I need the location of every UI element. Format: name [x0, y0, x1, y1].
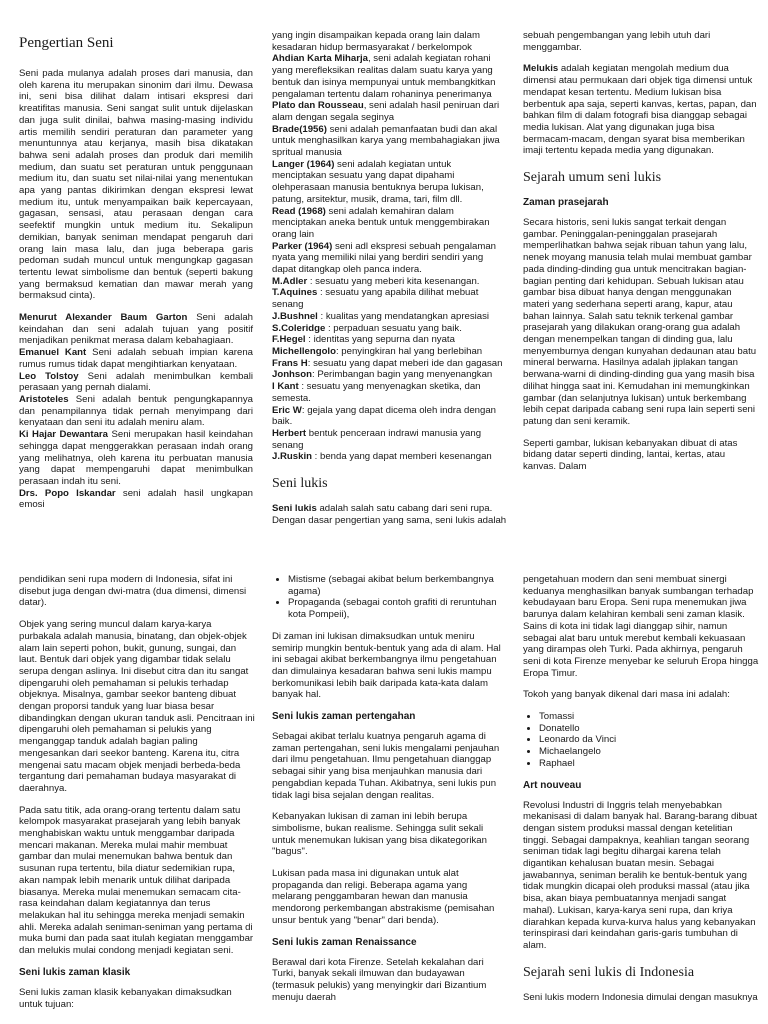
paragraph: Sebagai akibat terlalu kuatnya pengaruh agama di zaman pertengahan, seni lukis mengalami penjauhan dari ilmu pengetahuan. Ilmu pengetahuan dianggap sebagai sihir yang bisa menjauhkan manusia dari pengabdian kepada Tuhan. Akibatnya, seni lukis pun tidak lagi bisa sejalan dengan realitas.	[272, 731, 500, 801]
melukis-text: adalah kegiatan mengolah medium dua dimensi atau permukaan dari objek tiga dimensi untuk mendapat kesan tertentu. Medium lukisan bisa berbentuk apa saja, seperti kanvas, kertas, papan, dan bahkan film di dalam fotografi bisa dianggap sebagai media lukisan. Alat yang digunakan juga bisa bermacam-macam, dengan syarat bisa memberikan imaji tertentu kepada media yang digunakan.	[523, 63, 757, 157]
tokoh-list	[523, 711, 759, 770]
definition-author: T.Aquines	[272, 287, 318, 299]
definition-text: seni adalah kegiatan untuk menciptakan sesuatu yang dapat dipahami olehperasaan manusia bentuknya berupa lukisan, patung, arsitektur, musik, drama, tari, film dll.	[272, 158, 484, 205]
definition-text: : perpaduan sesuatu yang baik.	[325, 322, 462, 334]
continued-text: yang ingin disampaikan kepada orang lain dalam kesadaran hidup bermasyarakat / berkelompok	[272, 30, 481, 53]
definition-text: Seni adalah sebuah impian karena rumus rumus tidak dapat mengihtiarkan kenyataan.	[19, 347, 253, 370]
definition-text: bentuk penceraan indrawi manusia yang senang	[272, 427, 482, 451]
definition-text: : sesuatu yang menyenagkan sketika, dan semesta.	[272, 381, 481, 404]
definition-text: seni adalah kemahiran dalam menciptakan aneka bentuk untuk menggembirakan orang lain	[272, 205, 490, 240]
definition-item	[272, 276, 508, 288]
column-3	[523, 30, 759, 483]
definition-author: Plato dan Rousseau	[272, 100, 364, 112]
list-item: • Raphael	[539, 758, 759, 770]
subheading-renaissance: Seni lukis zaman Renaissance	[272, 936, 417, 948]
prasejarah-paragraph: Secara historis, seni lukis sangat terkait dengan gambar. Peninggalan-peninggalan prasejarah memperlihatkan bahwa sejak ribuan tahun yang lalu, nenek moyang manusia telah mulai membuat gambar pada dinding-dinding gua untuk mencitrakan bagian-bagian penting dari kehidupan. Sebuah lukisan atau gambar bisa dibuat hanya dengan menggunakan materi yang sederhana seperti arang, kapur, atau bahan lainnya. Salah satu teknik terkenal gambar prasejarah yang dilakukan orang-orang gua adalah dengan menempelkan tangan di dinding gua, lalu menyemburnya dengan kunyahan dedaunan atau batu mineral berwarna. Hasilnya adalah jiplakan tangan berwana-warni di dinding-dinding gua yang masih bisa dilihat hingga saat ini. Kemudahan ini memungkinkan gambar (dan selanjutnya lukisan) untuk berkembang lebih cepat daripada cabang seni rupa lain seperti seni patung dan seni keramik.	[523, 217, 757, 427]
definition-author: F.Hegel	[272, 334, 306, 346]
definition-item	[272, 358, 508, 370]
definition-author: Ki Hajar Dewantara	[19, 429, 109, 441]
definition-author: I Kant	[272, 381, 299, 393]
definition-text: : sesuatu yang meberi kita kesenangan.	[307, 275, 480, 287]
definition-item	[272, 346, 508, 358]
column-3	[523, 574, 759, 1013]
heading-sejarah-umum: Sejarah umum seni lukis	[523, 170, 662, 186]
definition-item	[19, 347, 253, 370]
definition-author: Read (1968)	[272, 205, 326, 217]
definition-author: J.Ruskin	[272, 451, 312, 463]
subheading-zaman-prasejarah: Zaman prasejarah	[523, 197, 609, 209]
definition-item	[272, 323, 508, 335]
definition-item	[272, 53, 508, 100]
definition-list	[19, 312, 253, 511]
paragraph: pengetahuan modern dan seni membuat sinergi keduanya menghasilkan banyak sumbangan terhadap kebudayaan baru Eropa. Seni rupa menemukan jiwa barunya dalam kelahiran kembali seni zaman klasik. Sains di kota ini tidak lagi dianggap sihir, namun sebagai alat baru untuk merebut kembali kekuasaan yang dirampas oleh Turki. Pada akhirnya, pengaruh seni di kota Firenze menyebar ke seluruh Eropa hingga Eropa Timur.	[523, 574, 759, 679]
definition-item	[272, 311, 508, 323]
column-1	[19, 34, 253, 511]
definition-text: : benda yang dapat memberi kesenangan	[312, 451, 492, 463]
definition-author: Leo Tolstoy	[19, 370, 79, 382]
definition-text: seni adl ekspresi sebuah pengalaman nyata yang memiliki nilai yang berdiri sendiri yang dapat ditangkap oleh panca indera.	[272, 240, 497, 276]
continued-text: sebuah pengembangan yang lebih utuh dari menggambar.	[523, 30, 711, 53]
definition-text: : kualitas yang mendatangkan apresiasi	[317, 310, 490, 322]
definition-item	[19, 394, 253, 429]
definition-item	[19, 312, 253, 347]
definition-item	[272, 381, 508, 404]
paragraph: Pada satu titik, ada orang-orang tertentu dalam satu kelompok masyarakat prasejarah yang lebih banyak menghabiskan waktu untuk menggambar daripada mencari makanan. Mereka mulai mahir membuat gambar dan mulai menemukan bahwa bentuk dan susunan rupa tertentu, bila diatur sedemikian rupa, akan nampak lebih menarik untuk dilihat daripada biasanya. Mereka mulai menemukan semacam cita-rasa keindahan dalam kegiatannya dan terus melakukan hal itu sehingga mereka menjadi semakin ahli. Mereka adalah seniman-seniman yang pertama di muka bumi dan pada saat itulah kegiatan menggambar dan melukis mulai condong menjadi kegiatan seni.	[19, 804, 254, 957]
paragraph: Kebanyakan lukisan di zaman ini lebih berupa simbolisme, bukan realisme. Sehingga sulit sekali untuk menemukan lukisan yang bisa dikategorikan "bagus".	[272, 811, 487, 858]
definition-text: : penyingkiran hal yang berlebihan	[335, 345, 483, 357]
definition-text: , seni adalah hasil peniruan dari alam dengan segala seginya	[272, 100, 500, 123]
definition-text: Seni adalah keindahan dan seni adalah tujuan yang positif menjadikan penikmat merasa dalam kebahagiaan.	[19, 312, 254, 347]
definition-text: : Perimbangan bagin yang menyenangkan	[311, 369, 493, 381]
definition-item	[19, 371, 253, 394]
list-item: • Michaelangelo	[539, 746, 759, 758]
definition-item	[272, 241, 508, 276]
subheading-zaman-pertengahan: Seni lukis zaman pertengahan	[272, 711, 416, 723]
melukis-term: Melukis	[523, 63, 559, 75]
definition-author: Brade(1956)	[272, 123, 327, 135]
definition-item	[272, 206, 508, 241]
paragraph: Di zaman ini lukisan dimaksudkan untuk meniru semirip mungkin bentuk-bentuk yang ada di alam. Hal ini sebagai akibat berkembangnya ilmu pengetahuan dan dimulainya kesadaran bahwa seni lukis mampu berkomunikasi lebih baik daripada kata-kata dalam banyak hal.	[272, 630, 501, 701]
definition-text: seni adalah hasil ungkapan emosi	[19, 487, 253, 511]
column-2	[272, 30, 508, 536]
gambar-paragraph: Seperti gambar, lukisan kebanyakan dibuat di atas bidang datar seperti dinding, lantai, kertas, atau kanvas. Dalam	[523, 437, 738, 473]
definition-author: Jonhson	[272, 369, 312, 381]
definition-item	[272, 369, 508, 381]
definition-author: S.Coleridge	[272, 322, 326, 334]
definition-author: Parker (1964)	[272, 240, 333, 252]
melukis-paragraph	[523, 63, 759, 157]
definition-list	[272, 53, 508, 463]
seni-lukis-text: adalah salah satu cabang dari seni rupa. Dengan dasar pengertian yang sama, seni lukis adalah	[272, 503, 507, 526]
definition-item	[19, 488, 253, 511]
subheading-art-nouveau: Art nouveau	[523, 779, 582, 791]
paragraph: Seni lukis zaman klasik kebanyakan dimaksudkan untuk tujuan:	[19, 986, 232, 1010]
definition-text: : sesuatu yang dapat meberi ide dan gagasan	[307, 357, 503, 369]
definition-item	[272, 100, 508, 123]
bottom-page-panel	[0, 568, 768, 1024]
definition-author: Frans H	[272, 357, 308, 369]
definition-author: Herbert	[272, 427, 307, 439]
list-item: • Mistisme (sebagai akibat belum berkembangnya agama)	[288, 574, 508, 597]
definition-author: Langer (1964)	[272, 158, 335, 170]
definition-author: Ahdian Karta Miharja	[272, 53, 368, 65]
definition-item	[272, 428, 508, 451]
definition-item	[272, 451, 508, 463]
definition-text: : sesuatu yang apabila dilihat mebuat senang	[272, 287, 479, 311]
paragraph: Tokoh yang banyak dikenal dari masa ini adalah:	[523, 689, 730, 701]
paragraph: Berawal dari kota Firenze. Setelah kekalahan dari Turki, banyak sekali ilmuwan dan budayawan (termasuk pelukis) yang menyingkir dari Bizantium menuju daerah	[272, 956, 487, 1003]
paragraph: Seni lukis modern Indonesia dimulai dengan masuknya	[523, 991, 758, 1003]
definition-text: Seni adalah menimbulkan kembali perasaan yang pernah dialami.	[19, 370, 253, 394]
definition-item	[19, 429, 253, 488]
heading-seni-lukis: Seni lukis	[272, 476, 328, 492]
definition-item	[272, 287, 508, 310]
subheading-zaman-klasik: Seni lukis zaman klasik	[19, 966, 131, 978]
definition-text: : gejala yang dapat dicema oleh indra dengan baik.	[272, 404, 497, 428]
paragraph: Lukisan pada masa ini digunakan untuk alat propaganda dan religi. Beberapa agama yang melarang penggambaran hewan dan manusia mendorong perkembangan abstrakisme (pemisahan unsur bentuk yang "benar" dari benda).	[272, 868, 495, 926]
definition-author: Aristoteles	[19, 393, 69, 405]
list-item: • Tomassi	[539, 711, 759, 723]
definition-item	[272, 405, 508, 428]
definition-author: Eric W	[272, 404, 302, 416]
definition-author: J.Bushnel	[272, 310, 318, 322]
definition-author: Michellengolo	[272, 345, 336, 357]
definition-author: M.Adler	[272, 275, 308, 287]
definition-item	[272, 334, 508, 346]
seni-lukis-paragraph	[272, 503, 508, 526]
purpose-list	[272, 574, 508, 621]
column-1	[19, 574, 255, 1020]
definition-author: Drs. Popo Iskandar	[19, 487, 116, 499]
definition-item	[272, 159, 508, 206]
paragraph: Objek yang sering muncul dalam karya-karya purbakala adalah manusia, binatang, dan objek-objek alam lain seperti pohon, bukit, gunung, sungai, dan laut. Bentuk dari objek yang digambar tidak selalu serupa dengan aslinya. Ini disebut citra dan itu sangat dipengaruhi oleh pemahaman si pelukis terhadap objeknya. Misalnya, gambar seekor banteng dibuat dengan proporsi tanduk yang luar biasa besar dibandingkan dengan ukuran tanduk asli. Pencitraan ini dipengaruhi oleh pemahaman si pelukis yang menganggap tanduk adalah bagian paling mengesankan dari seekor banteng. Karena itu, citra mengenai satu macam objek menjadi berbeda-beda tergantung dari pemahaman budaya masyarakat di daerahnya.	[19, 619, 255, 794]
paragraph: pendidikan seni rupa modern di Indonesia, sifat ini disebut juga dengan dwi-matra (dua dimensi, dimensi datar).	[19, 574, 247, 609]
column-2	[272, 574, 508, 1013]
heading-sejarah-indonesia: Sejarah seni lukis di Indonesia	[523, 964, 695, 980]
list-item: • Propaganda (sebagai contoh grafiti di reruntuhan kota Pompeii),	[288, 597, 508, 620]
definition-text: , seni adalah kegiatan rohani yang merefleksikan realitas dalam suatu karya yang bentuk dan isinya mempunyai untuk membangkitkan pengalaman tertentu dalam rohaninya penerimanya	[272, 53, 496, 100]
definition-text: seni adalah pemanfaatan budi dan akal untuk menghasilkan karya yang membahagiakan jiwa spritual manusia	[272, 123, 500, 159]
definition-text: Seni adalah bentuk pengungkapannya dan penampilannya tidak pernah menyimpang dari kenyataan dan seni itu adalah meniru alam.	[19, 393, 253, 429]
intro-paragraph: Seni pada mulanya adalah proses dari manusia, dan oleh karena itu merupakan sinonim dari ilmu. Dewasa ini, seni bisa dilihat dalam intisari ekspresi dari kreatifitas manusia. Seni sangat sulit untuk dijelaskan dan juga sulit dinilai, bahwa masing-masing individu artis memilih sendiri peraturan dan parameter yang menuntunnya atau kerjanya, masih bisa dikatakan bahwa seni adalah proses dan produk dari memilih medium, dan suatu set peraturan untuk penggunaan medium itu, dan suatu set nilai-nilai yang menentukan apa yang pantas dikirimkan dengan ekspresi lewat medium itu, untuk menyampaikan baik kepercayaan, gagasan, sensasi, atau perasaan dengan cara seefektif mungkin untuk medium itu. Sekalipun demikian, banyak seniman mendapat pengaruh dari orang lain masa lalu, dan juga beberapa garis pedoman sudah muncul untuk mengungkap gagasan tertentu lewat simbolisme dan bentuk (seperti bakung yang bermaksud kematian dan mawar merah yang bermaksud cinta).	[19, 68, 253, 302]
definition-text: : identitas yang sepurna dan nyata	[305, 334, 455, 346]
definition-author: Emanuel Kant	[19, 347, 87, 359]
list-item: • Leonardo da Vinci	[539, 734, 759, 746]
heading-pengertian-seni: Pengertian Seni	[19, 35, 114, 51]
definition-author: Menurut Alexander Baum Garton	[19, 312, 188, 324]
list-item: • Donatello	[539, 723, 759, 735]
definition-text: Seni merupakan hasil keindahan sehingga dapat menggerakkan perasaan indah orang yang melihatnya, oleh karena itu perbuatan manusia yang dapat mempengaruhi dapat menimbulkan perasaan indah itu seni.	[19, 429, 253, 487]
paragraph: Revolusi Industri di Inggris telah menyebabkan mekanisasi di dalam banyak hal. Barang-barang dibuat dengan sistem produksi massal dengan ketelitian tinggi. Sebagai dampaknya, keahlian tangan seorang seniman tidak lagi begitu dihargai karena telah digantikan kehalusan buatan mesin. Sebagai jawabannya, seniman beralih ke bentuk-bentuk yang tidak mungkin dicapai oleh produksi massal (atau jika bisa, akan biaya pembuatannya menjadi sangat mahal). Lukisan, karya-karya seni rupa, dan kriya diarahkan kepada kurva-kurva halus yang kebanyakan terinspirasi dari keindahan garis-garis tumbuhan di alam.	[523, 799, 758, 951]
seni-lukis-term: Seni lukis	[272, 503, 317, 515]
definition-item	[272, 124, 508, 159]
